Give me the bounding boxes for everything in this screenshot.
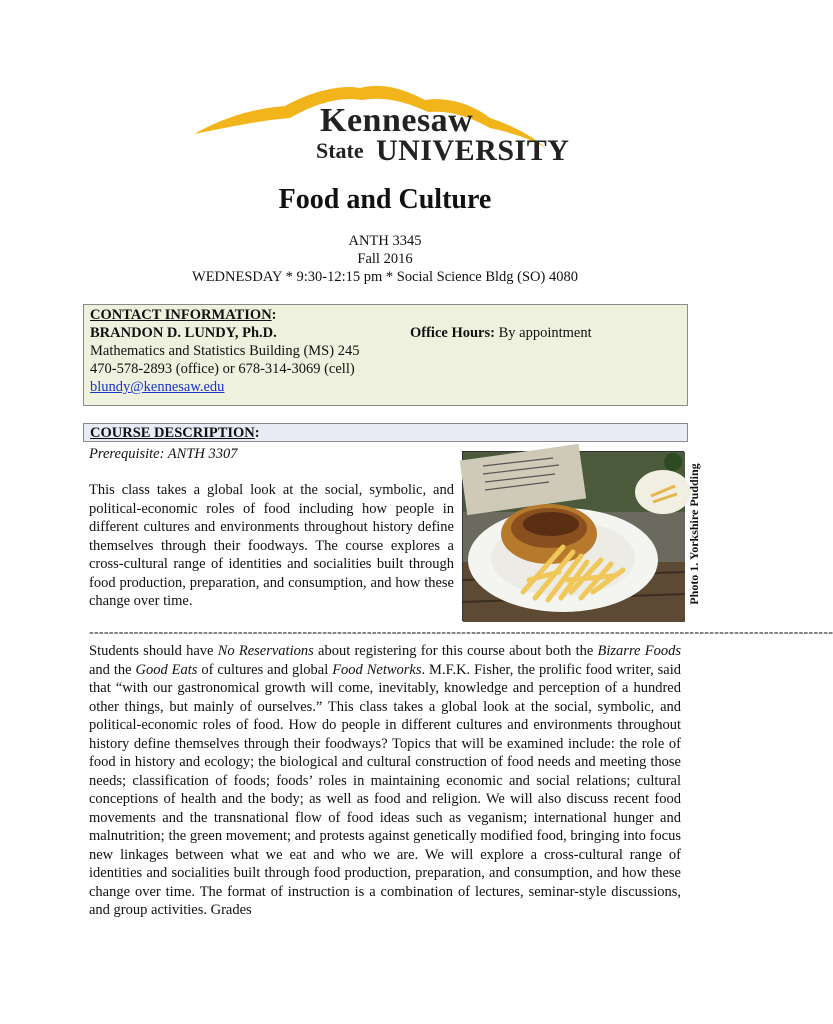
course-description-body bbox=[89, 642, 681, 920]
instructor-email-link[interactable]: blundy@kennesaw.edu bbox=[90, 379, 225, 395]
course-schedule: WEDNESDAY * 9:30-12:15 pm * Social Science Bldg (SO) 4080 bbox=[192, 269, 578, 285]
instructor-building: Mathematics and Statistics Building (MS) 245 bbox=[90, 343, 360, 359]
contact-header: CONTACT INFORMATION bbox=[90, 307, 272, 323]
course-summary: This class takes a global look at the social, symbolic, and political-economic roles of food including how people in different cultures and environments throughout history define themselves through their foodways. The course explores a cross-cultural range of identities and socialities built through food production, preparation, and consumption, and how these change over time. bbox=[89, 482, 454, 609]
course-title: Food and Culture bbox=[278, 184, 492, 215]
course-code: ANTH 3345 bbox=[348, 233, 422, 249]
instructor-name: BRANDON D. LUNDY, Ph.D. bbox=[90, 325, 277, 341]
photo-caption bbox=[683, 448, 705, 620]
prerequisite: Prerequisite: ANTH 3307 bbox=[89, 446, 238, 462]
body-text-segment: . M.F.K. Fisher, the prolific food writer, said that “with our gastronomical growth will come, inevitably, knowledge and perception of a hundred other things, but mainly of ourselves.” This class takes a global look at the social, symbolic, and political-economic roles of food. How do people in different cultures and environments throughout history define themselves through their foodways? Topics that will be examined include: the role of food in history and ecology; the biological and cultural construction of food needs and meeting those needs; classification of foods; foods’ roles in maintaining economic and social relations; cultural conceptions of health and the body; as well as food and religion. We will also discuss recent food movements and the transnational flow of food ideas such as veganism; international hunger and malnutrition; the green movement; and protests against genetically modified food, bringing into focus new linkages between what we eat and who we are. We will explore a cross-cultural range of identities and socialities built through food production, preparation, and consumption, and how these change over time. The format of instruction is a combination of lectures, seminar-style discussions, and group activities. Grades bbox=[89, 661, 681, 918]
body-text-segment: of cultures and global bbox=[197, 661, 333, 678]
italic-title-bizarre-foods: Bizarre Foods bbox=[597, 643, 681, 659]
university-logo bbox=[190, 74, 570, 186]
photo-caption-text: Photo 1. Yorkshire Pudding bbox=[687, 463, 701, 605]
food-plate-image bbox=[463, 452, 685, 622]
instructor-phones: 470-578-2893 (office) or 678-314-3069 (cell) bbox=[90, 361, 355, 377]
logo-wordmark-university: UNIVERSITY bbox=[376, 134, 570, 167]
italic-title-no-reservations: No Reservations bbox=[217, 643, 314, 659]
logo-wordmark-kennesaw: Kennesaw bbox=[320, 102, 474, 139]
contact-information-box bbox=[83, 304, 688, 406]
yorkshire-pudding-photo bbox=[462, 451, 684, 621]
italic-title-food-networks: Food Networks bbox=[332, 661, 422, 678]
body-text-segment: and the bbox=[89, 661, 136, 678]
body-text-segment: about registering for this course about both the bbox=[313, 643, 598, 659]
office-hours-value: By appointment bbox=[494, 325, 592, 341]
contact-header-colon: : bbox=[271, 307, 277, 323]
course-description-header bbox=[83, 423, 688, 442]
office-hours-label: Office Hours: bbox=[410, 325, 495, 341]
office-hours bbox=[410, 324, 592, 342]
course-description-colon: : bbox=[254, 425, 260, 441]
logo-wordmark-state: State bbox=[316, 138, 364, 163]
course-term: Fall 2016 bbox=[357, 251, 413, 267]
italic-title-good-eats: Good Eats bbox=[135, 661, 198, 678]
dashed-divider: ------------------------------------------------------------------------------------------------------------------------------------------------------ bbox=[89, 625, 833, 640]
course-description-title: COURSE DESCRIPTION bbox=[90, 425, 255, 441]
course-info bbox=[0, 232, 770, 286]
body-text-segment: Students should have bbox=[89, 643, 218, 659]
